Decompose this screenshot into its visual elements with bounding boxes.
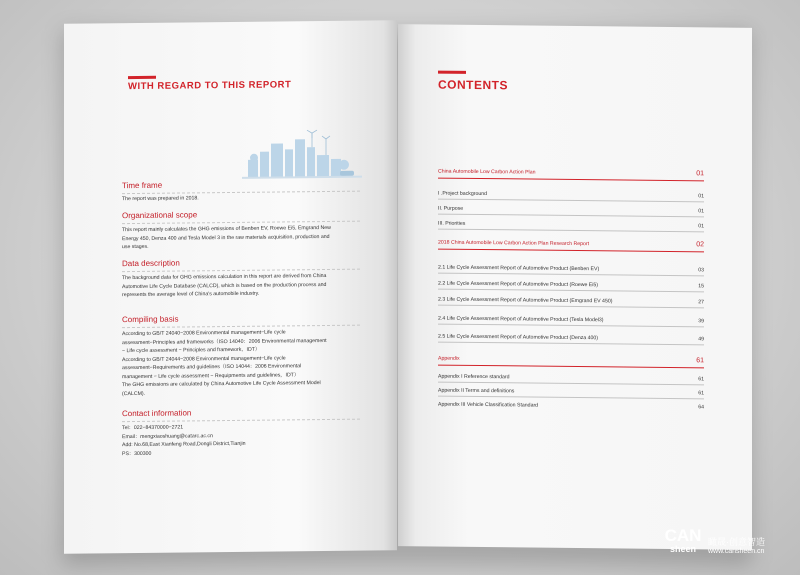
toc-entry-title: I .Project background <box>438 190 488 198</box>
logo-wordmark: CAN <box>664 526 702 545</box>
toc-entry-page: 61 <box>696 357 704 365</box>
toc-entry[interactable] <box>438 264 704 274</box>
toc-divider <box>438 229 704 233</box>
toc-entry[interactable] <box>438 205 704 215</box>
toc-entry-page: 39 <box>698 318 704 325</box>
toc-entry-page: 02 <box>696 241 704 249</box>
toc-entry-title: 2018 China Automobile Low Carbon Action Plan Research Report <box>438 239 590 248</box>
toc-divider <box>438 249 704 253</box>
toc-entry[interactable] <box>438 280 704 290</box>
heading-accent-bar <box>128 76 156 79</box>
toc-entry[interactable] <box>438 239 704 249</box>
toc-entry[interactable] <box>438 355 704 365</box>
toc-divider <box>438 324 704 328</box>
toc-divider <box>438 342 704 346</box>
toc-divider <box>438 365 704 369</box>
toc-entry-title: 2.5 Life Cycle Assessment Report of Automotive Product (Denza 400) <box>438 333 599 342</box>
toc-entry[interactable] <box>438 387 704 397</box>
toc-entry-title: 2.2 Life Cycle Assessment Report of Automotive Product (Roewe Ei5) <box>438 280 599 289</box>
toc-divider <box>438 214 704 218</box>
section-title: Data description <box>122 258 180 269</box>
section-body: The background data for GHG emissions calculation in this report are derived from China Automotive Life Cycle Database (CALCD), which is based on the production process and represents the average level of China's automobile industry. <box>122 272 327 299</box>
toc-entry-title: III. Priorities <box>438 220 466 227</box>
toc-entry-title: Appendix <box>438 355 460 362</box>
toc-divider <box>438 199 704 203</box>
section-body: Tel：022−84370000−2721 Email：mengxiaoshuang@catarc.ac.cn Add: No.68,East Xianfeng Road,Dongli District,Tianjin PS：300300 <box>122 424 246 457</box>
watermark-chinese-text: 瞰晟·创意智造 <box>708 537 765 547</box>
toc-entry[interactable] <box>438 401 704 411</box>
section-body: This report mainly calculates the GHG emissions of Benben EV, Roewe Ei5, Emgrand New Energy 450, Denza 400 and Tesla Model 3 in the raw materials acquisition, production and use stages. <box>122 224 331 251</box>
section-title: Contact information <box>122 408 192 419</box>
toc-entry[interactable] <box>438 315 704 325</box>
heading-accent-bar <box>438 71 466 74</box>
watermark-url: www.cansheen.cn <box>708 548 765 555</box>
toc-entry-title: 2.4 Life Cycle Assessment Report of Automotive Product (Tesla Model3) <box>438 315 604 324</box>
toc-entry[interactable] <box>438 333 704 343</box>
section-body: According to GB/T 24040−2008 Environmental management−Life cycle assessment−Principles and frameworks（ISO 14040：2006 Environmental management − Life cycle assessment − Principles and framework，IDT） According to GB/T 24044−2008 Environmental management−Life cycle assessment−Requirements and guidelines（ISO 14044：2006 Environmental management − Life cycle assessment − Requipments and guidelines，IDT） The GHG emissions are calculated by China Automotive Life Cycle Assessment Model (CALCM). <box>122 329 327 397</box>
toc-entry-title: II. Purpose <box>438 205 464 212</box>
toc-divider <box>438 305 704 309</box>
toc-entry-title: Appendix I Reference standard <box>438 373 510 381</box>
toc-entry-title: 2.1 Life Cycle Assessment Report of Automotive Product (Benben EV) <box>438 264 600 273</box>
toc-entry-page: 27 <box>698 299 704 306</box>
toc-entry-page: 01 <box>698 193 704 200</box>
toc-entry-page: 61 <box>698 376 704 383</box>
toc-entry-page: 01 <box>698 208 704 215</box>
toc-entry-page: 03 <box>698 267 704 274</box>
section-title: Organizational scope <box>122 210 198 221</box>
left-page <box>64 20 397 553</box>
left-page-heading: WITH REGARD TO THIS REPORT <box>128 79 292 93</box>
toc-entry[interactable] <box>438 373 704 383</box>
city-skyline-illustration <box>242 129 362 180</box>
section-body: The report was prepared in 2018. <box>122 195 199 203</box>
toc-entry-page: 01 <box>698 223 704 230</box>
toc-entry-page: 15 <box>698 283 704 290</box>
toc-entry-title: Appendix III Vehicle Classification Standard <box>438 401 539 409</box>
toc-entry-page: 49 <box>698 336 704 343</box>
toc-divider <box>438 178 704 182</box>
toc-entry-page: 61 <box>698 390 704 397</box>
toc-divider <box>438 382 704 386</box>
toc-divider <box>438 273 704 277</box>
toc-entry[interactable] <box>438 296 704 306</box>
toc-entry-page: 64 <box>698 404 704 411</box>
toc-divider <box>438 396 704 400</box>
toc-entry-title: China Automobile Low Carbon Action Plan <box>438 168 536 176</box>
toc-divider <box>438 289 704 293</box>
toc-entry-title: Appendix II Terms and definitions <box>438 387 515 395</box>
section-title: Compiling basis <box>122 314 179 325</box>
logo-subtext: sheen <box>669 544 696 554</box>
right-page <box>398 24 752 550</box>
contents-heading: CONTENTS <box>438 77 508 93</box>
section-title: Time frame <box>122 180 163 191</box>
toc-entry[interactable] <box>438 190 704 200</box>
toc-entry[interactable] <box>438 168 704 178</box>
toc-entry-page: 01 <box>696 170 704 178</box>
toc-entry-title: 2.3 Life Cycle Assessment Report of Automotive Product (Emgrand EV 450) <box>438 296 613 305</box>
toc-entry[interactable] <box>438 220 704 230</box>
